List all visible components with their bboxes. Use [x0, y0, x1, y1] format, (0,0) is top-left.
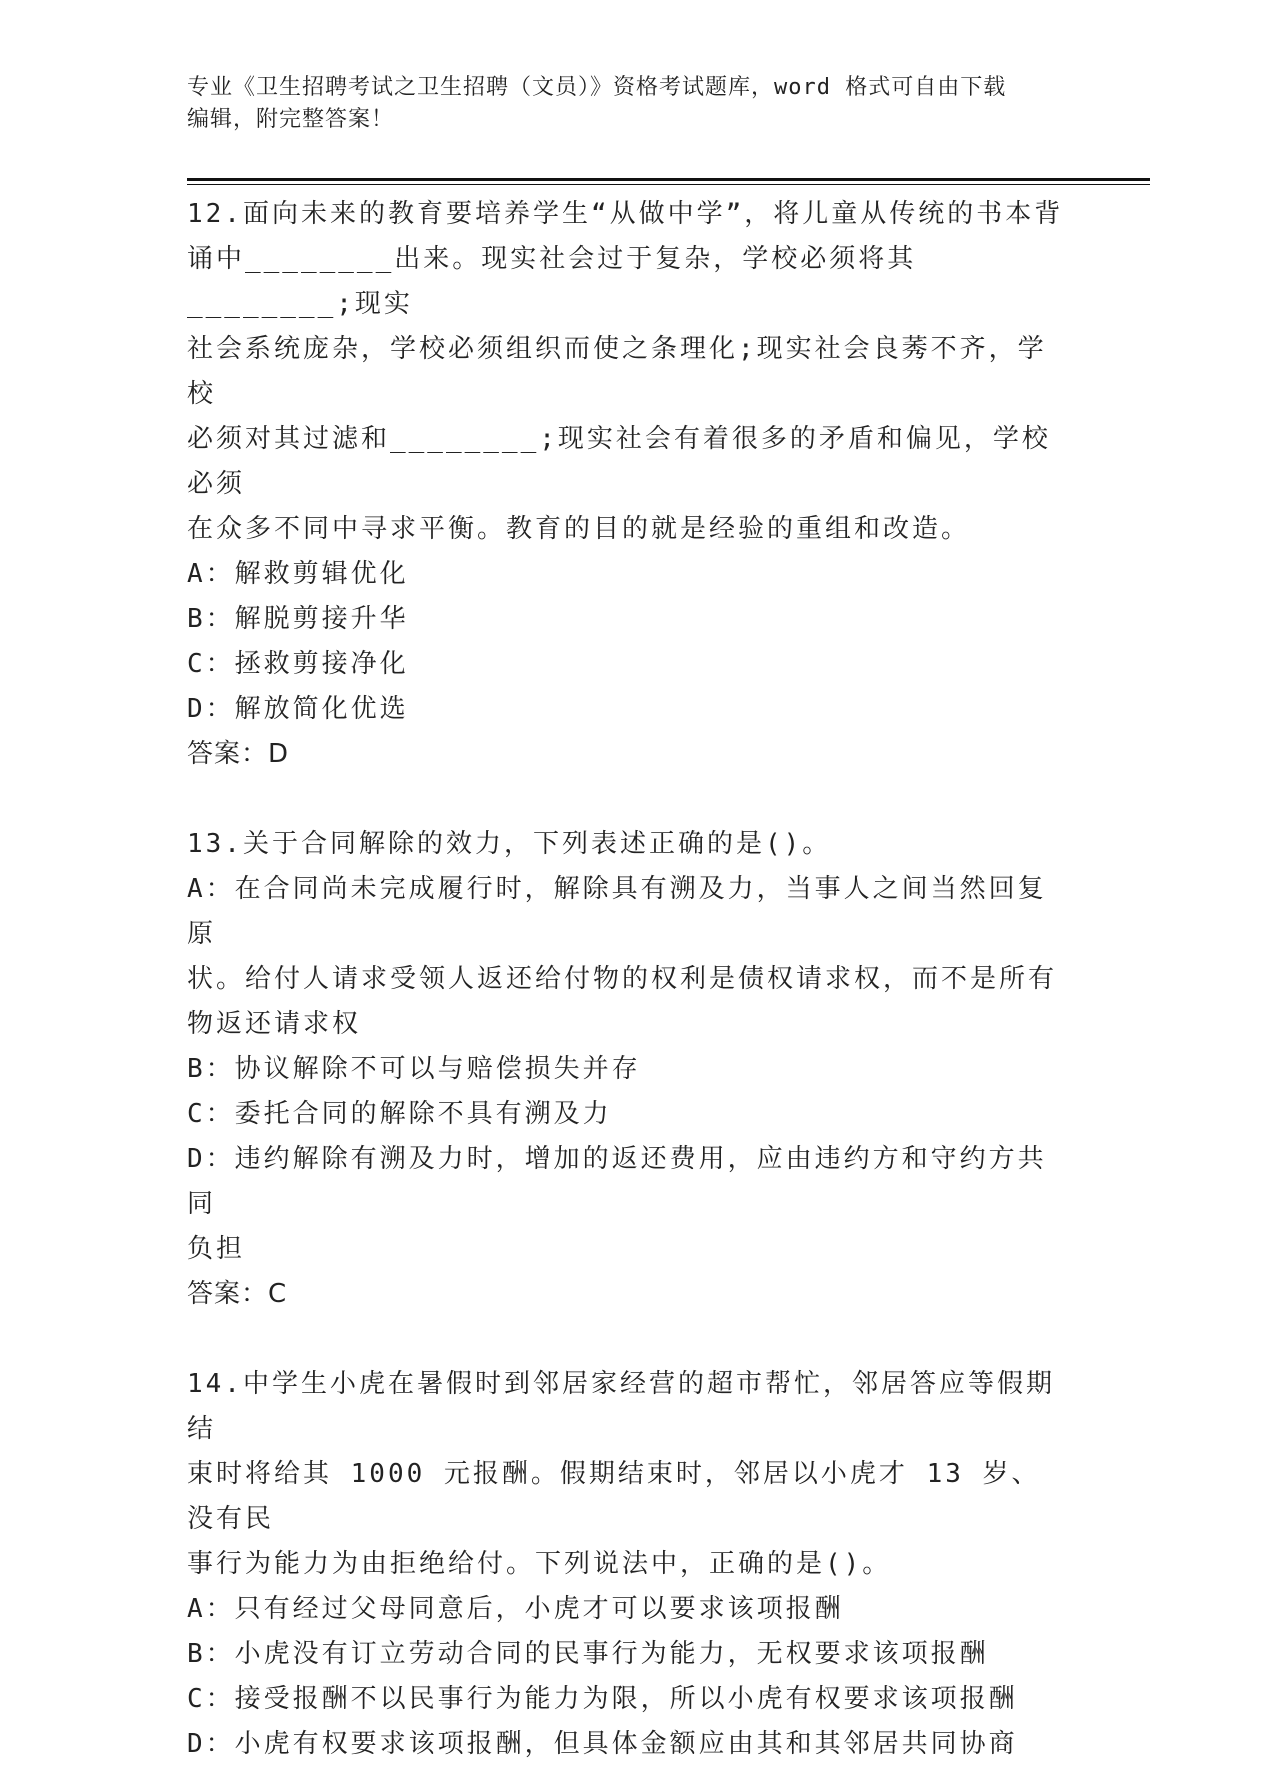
option-d: D：小虎有权要求该项报酬，但具体金额应由其和其邻居共同协商	[187, 1729, 1018, 1759]
question-text-line: 12.面向未来的教育要培养学生“从做中学”，将儿童从传统的书本背	[187, 199, 1064, 229]
question-spacer	[187, 777, 1067, 822]
document-header	[187, 72, 1087, 136]
option-a: A：解救剪辑优化	[187, 559, 409, 589]
option-c: C：拯救剪接净化	[187, 649, 409, 679]
question-list	[187, 192, 1067, 1767]
header-divider-thick	[187, 178, 1150, 181]
question-text-line: 事行为能力为由拒绝给付。下列说法中，正确的是()。	[187, 1549, 892, 1579]
answer-label: 答案：C	[187, 1279, 288, 1309]
option-b: B：解脱剪接升华	[187, 604, 409, 634]
option-a: A：在合同尚未完成履行时，解除具有溯及力，当事人之间当然回复原	[187, 874, 1047, 949]
question-text-line: 束时将给其 1000 元报酬。假期结束时，邻居以小虎才 13 岁、没有民	[187, 1459, 1041, 1534]
question-14	[187, 1362, 1067, 1767]
option-a-continued: 物返还请求权	[187, 1009, 362, 1039]
question-text-line: 社会系统庞杂，学校必须组织而使之条理化;现实社会良莠不齐，学校	[187, 334, 1047, 409]
question-spacer	[187, 1317, 1067, 1362]
header-divider-thin	[187, 184, 1150, 185]
question-text-line: 诵中________出来。现实社会过于复杂，学校必须将其________;现实	[187, 244, 917, 319]
question-text-line: 14.中学生小虎在暑假时到邻居家经营的超市帮忙，邻居答应等假期结	[187, 1369, 1055, 1444]
option-c: C：委托合同的解除不具有溯及力	[187, 1099, 612, 1129]
option-d: D：违约解除有溯及力时，增加的返还费用，应由违约方和守约方共同	[187, 1144, 1047, 1219]
question-text-line: 在众多不同中寻求平衡。教育的目的就是经验的重组和改造。	[187, 514, 971, 544]
option-a-continued: 状。给付人请求受领人返还给付物的权利是债权请求权，而不是所有	[187, 964, 1058, 994]
option-d: D：解放简化优选	[187, 694, 409, 724]
option-b: B：小虎没有订立劳动合同的民事行为能力，无权要求该项报酬	[187, 1639, 989, 1669]
option-c: C：接受报酬不以民事行为能力为限，所以小虎有权要求该项报酬	[187, 1684, 1018, 1714]
header-line-1: 专业《卫生招聘考试之卫生招聘（文员）》资格考试题库，word 格式可自由下载	[187, 75, 1007, 100]
question-13	[187, 822, 1067, 1317]
question-12	[187, 192, 1067, 777]
option-d-continued: 负担	[187, 1234, 246, 1264]
option-a: A：只有经过父母同意后，小虎才可以要求该项报酬	[187, 1594, 844, 1624]
answer-label: 答案：D	[187, 739, 290, 769]
option-b: B：协议解除不可以与赔偿损失并存	[187, 1054, 641, 1084]
header-line-2: 编辑，附完整答案！	[187, 107, 395, 132]
question-text-line: 必须对其过滤和________;现实社会有着很多的矛盾和偏见，学校必须	[187, 424, 1051, 499]
question-text-line: 13.关于合同解除的效力，下列表述正确的是()。	[187, 829, 832, 859]
